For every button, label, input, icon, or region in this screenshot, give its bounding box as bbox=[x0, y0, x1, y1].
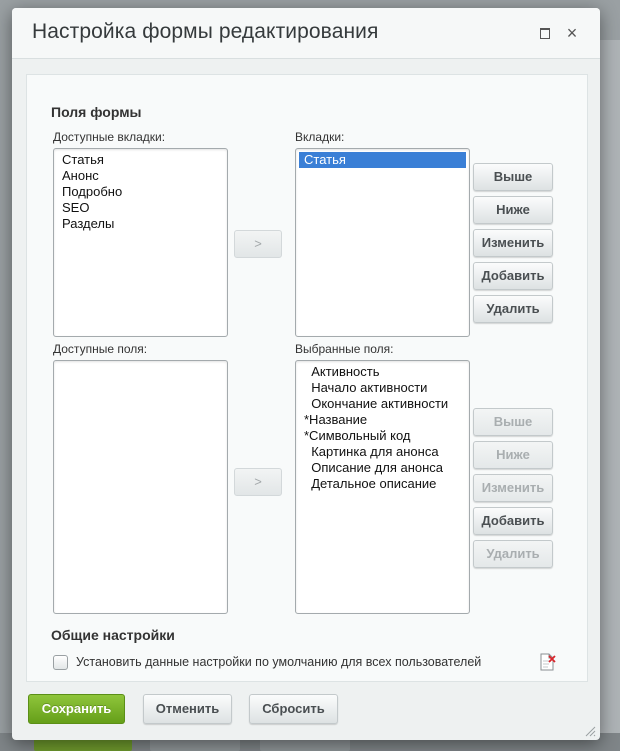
selected-field-option[interactable]: Окончание активности bbox=[304, 396, 449, 411]
available-tabs-options bbox=[54, 149, 227, 232]
default-for-all-checkbox[interactable] bbox=[53, 655, 68, 670]
field-down-button[interactable]: Ниже bbox=[473, 441, 553, 469]
field-delete-button[interactable]: Удалить bbox=[473, 540, 553, 568]
document-delete-icon[interactable] bbox=[539, 653, 557, 671]
dialog-header bbox=[12, 8, 600, 59]
tab-delete-button[interactable]: Удалить bbox=[473, 295, 553, 323]
edit-form-settings-dialog bbox=[12, 8, 600, 740]
background-panel bbox=[600, 40, 620, 740]
field-up-button[interactable]: Выше bbox=[473, 408, 553, 436]
selected-field-option[interactable]: Начало активности bbox=[304, 380, 428, 395]
tabs-listbox[interactable] bbox=[295, 148, 470, 337]
available-tab-option[interactable]: Анонс bbox=[62, 168, 99, 183]
available-tab-option[interactable]: SEO bbox=[62, 200, 90, 215]
tabs-options bbox=[296, 149, 469, 168]
close-icon[interactable]: × bbox=[566, 23, 578, 43]
maximize-icon[interactable] bbox=[537, 25, 553, 41]
available-tab-option[interactable]: Статья bbox=[62, 152, 104, 167]
cancel-button[interactable]: Отменить bbox=[143, 694, 232, 724]
tab-add-button[interactable]: Добавить bbox=[473, 262, 553, 290]
selected-field-option[interactable]: Активность bbox=[304, 364, 380, 379]
selected-field-option[interactable]: Описание для анонса bbox=[304, 460, 444, 475]
general-settings-title: Общие настройки bbox=[51, 627, 175, 643]
field-edit-button[interactable]: Изменить bbox=[473, 474, 553, 502]
tab-option[interactable]: Статья bbox=[299, 152, 466, 168]
available-fields-label: Доступные поля: bbox=[53, 342, 148, 356]
selected-field-option[interactable]: *Название bbox=[304, 412, 368, 427]
form-fields-section-title: Поля формы bbox=[51, 104, 142, 120]
resize-grip-icon[interactable] bbox=[584, 724, 596, 736]
selected-fields-listbox[interactable] bbox=[295, 360, 470, 614]
settings-panel bbox=[26, 74, 588, 682]
selected-fields-options bbox=[296, 361, 469, 492]
add-tab-move-button[interactable]: > bbox=[234, 230, 282, 258]
tab-up-button[interactable]: Выше bbox=[473, 163, 553, 191]
tab-edit-button[interactable]: Изменить bbox=[473, 229, 553, 257]
dialog-title: Настройка формы редактирования bbox=[32, 20, 379, 43]
reset-button[interactable]: Сбросить bbox=[249, 694, 338, 724]
selected-field-option[interactable]: Детальное описание bbox=[304, 476, 437, 491]
add-field-move-button[interactable]: > bbox=[234, 468, 282, 496]
available-tabs-listbox[interactable] bbox=[53, 148, 228, 337]
selected-field-option[interactable]: Картинка для анонса bbox=[304, 444, 439, 459]
available-tabs-label: Доступные вкладки: bbox=[53, 130, 166, 144]
available-tab-option[interactable]: Подробно bbox=[62, 184, 123, 199]
selected-field-option[interactable]: *Символьный код bbox=[304, 428, 411, 443]
tabs-label: Вкладки: bbox=[295, 130, 345, 144]
save-button[interactable]: Сохранить bbox=[28, 694, 125, 724]
tab-down-button[interactable]: Ниже bbox=[473, 196, 553, 224]
selected-fields-label: Выбранные поля: bbox=[295, 342, 394, 356]
default-for-all-label: Установить данные настройки по умолчанию для всех пользователей bbox=[76, 655, 482, 669]
available-fields-listbox[interactable] bbox=[53, 360, 228, 614]
available-tab-option[interactable]: Разделы bbox=[62, 216, 115, 231]
field-add-button[interactable]: Добавить bbox=[473, 507, 553, 535]
